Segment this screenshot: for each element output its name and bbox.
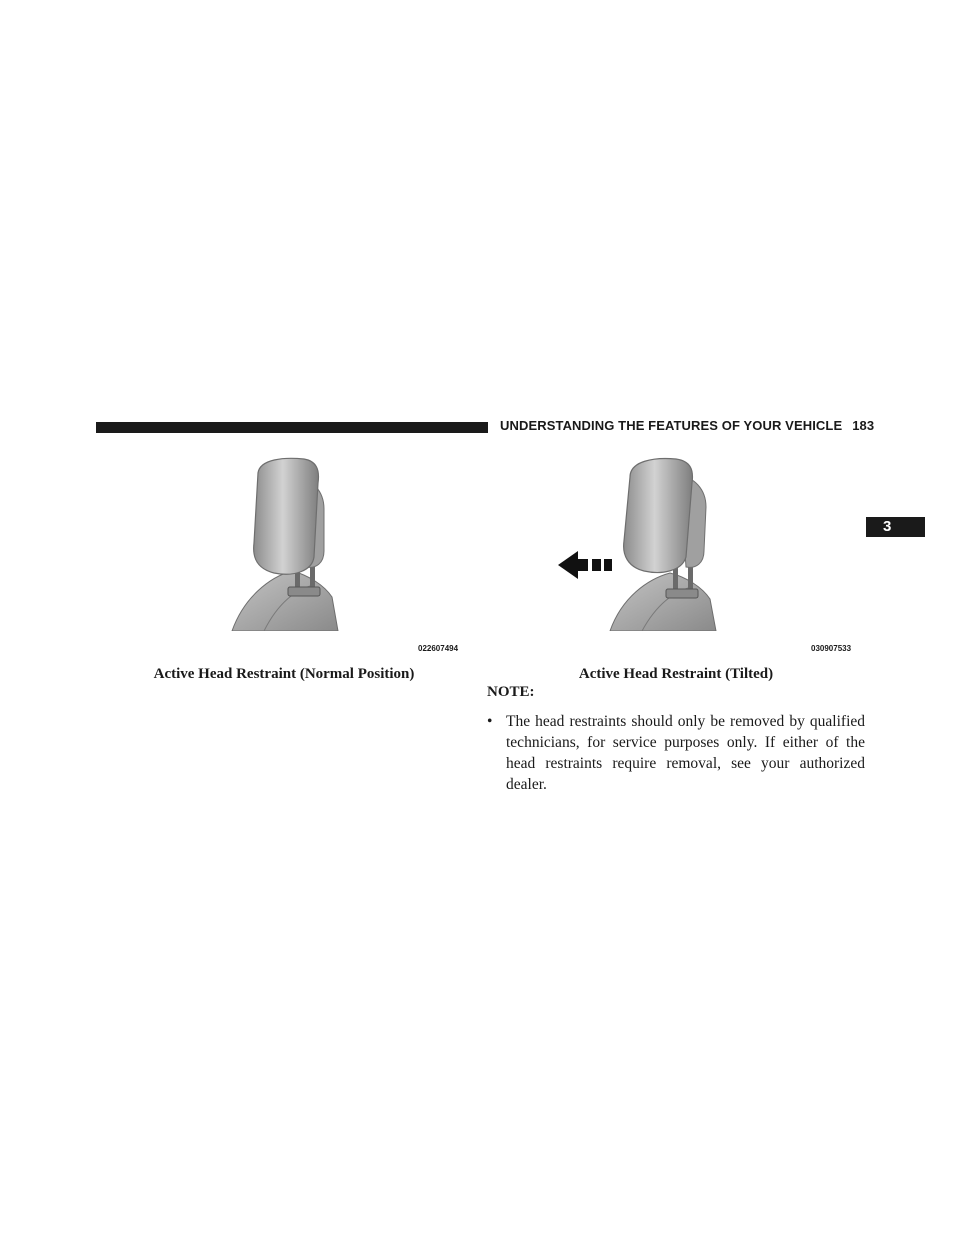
header-rule <box>96 422 488 433</box>
bullet-icon: • <box>487 713 493 730</box>
note-bullet-text: The head restraints should only be removed by qualified technicians, for service purposes only. If either of the head restraints require removal, see your authorized dealer. <box>506 713 865 793</box>
figure-head-restraint-tilted <box>552 447 752 631</box>
note-bullet <box>487 711 865 795</box>
head-restraint-normal-illustration <box>192 447 392 631</box>
figure-head-restraint-normal <box>192 447 392 631</box>
forward-arrow-icon <box>558 551 612 579</box>
figure-caption-normal: Active Head Restraint (Normal Position) <box>153 666 415 682</box>
section-title: UNDERSTANDING THE FEATURES OF YOUR VEHICLE <box>500 418 843 433</box>
running-header <box>500 418 874 433</box>
figure-caption-tilted: Active Head Restraint (Tilted) <box>578 666 774 682</box>
figure-code-right: 030907533 <box>811 644 852 653</box>
chapter-tab: 3 <box>866 517 925 537</box>
note-label: NOTE: <box>487 684 535 700</box>
head-restraint-tilted-illustration <box>552 447 752 631</box>
figure-code-left: 022607494 <box>418 644 459 653</box>
page-number: 183 <box>852 418 875 433</box>
